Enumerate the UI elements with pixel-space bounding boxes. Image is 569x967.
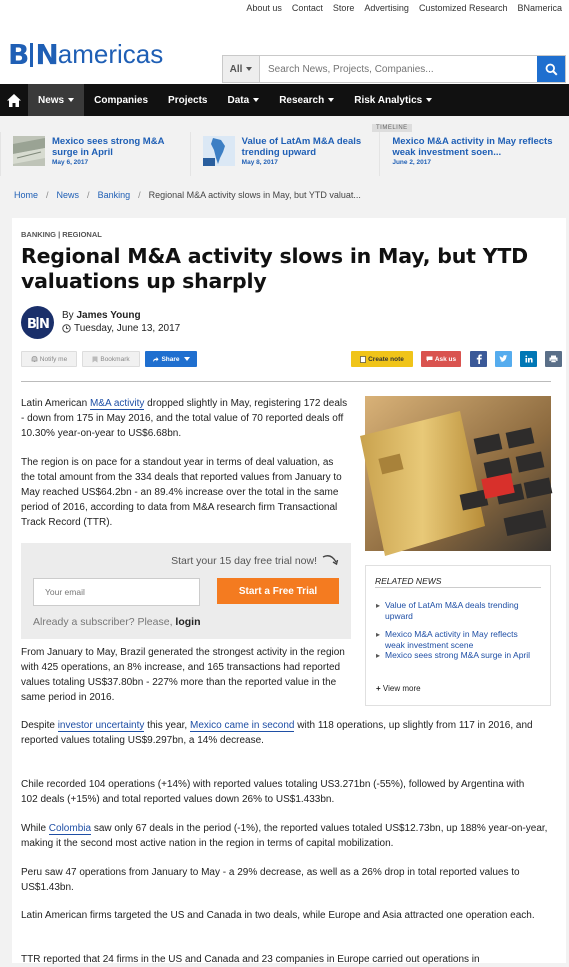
nav-risk-analytics[interactable]: Risk Analytics	[344, 84, 442, 116]
breadcrumb-home[interactable]: Home	[14, 190, 39, 200]
nav-research[interactable]: Research	[269, 84, 344, 116]
mexico-came-in-second-link[interactable]: Mexico came in second	[189, 720, 295, 731]
timeline-date: June 2, 2017	[392, 159, 432, 166]
create-note-button[interactable]: Create note	[351, 351, 413, 367]
twitter-icon	[499, 355, 508, 363]
breadcrumb-news[interactable]: News	[56, 190, 80, 200]
paragraph: Latin American firms targeted the US and Canada in two deals, while Europe and Asia attracted one operation each.	[21, 910, 535, 921]
related-news-heading: RELATED NEWS	[375, 576, 442, 586]
note-icon	[360, 356, 366, 363]
toolbar-divider	[21, 381, 551, 382]
paragraph: Peru saw 47 operations from January to May - a 29% decrease, as well as a 26% drop in total reported values to US$1.43bn.	[21, 867, 520, 893]
ask-us-button[interactable]: Ask us	[421, 351, 461, 367]
svg-text:N: N	[38, 316, 50, 332]
search-button[interactable]	[537, 56, 565, 82]
breadcrumb-banking[interactable]: Banking	[97, 190, 131, 200]
publish-date: Tuesday, June 13, 2017	[62, 323, 180, 334]
timeline-item[interactable]	[379, 132, 569, 176]
facebook-share-button[interactable]	[470, 351, 487, 367]
bnamericas-link[interactable]: BNamerica	[517, 3, 562, 13]
related-news-item[interactable]: ▸ Mexico sees strong M&A surge in April	[376, 650, 536, 661]
notify-me-button[interactable]: Notify me	[21, 351, 77, 367]
bookmark-icon	[92, 356, 98, 363]
site-header	[0, 16, 569, 84]
author-name[interactable]: James Young	[76, 310, 141, 321]
logo-wordmark: americas	[57, 39, 164, 69]
start-free-trial-button[interactable]: Start a Free Trial	[217, 578, 339, 604]
investor-uncertainty-link[interactable]: investor uncertainty	[57, 720, 145, 731]
linkedin-icon	[525, 355, 533, 363]
logo-mark: B N	[8, 38, 58, 71]
article-kicker: BANKING | REGIONAL	[21, 230, 102, 239]
byline: By James Young	[62, 310, 141, 321]
timeline-title: Value of LatAm M&A deals trending upward	[241, 136, 362, 158]
search-input[interactable]	[260, 56, 537, 82]
money-thumbnail	[13, 136, 45, 166]
timeline-date: May 6, 2017	[52, 159, 89, 166]
timeline-title: Mexico M&A activity in May reflects weak investment soen...	[392, 136, 553, 158]
breadcrumb: Home / News / Banking / Regional M&A activity slows in May, but YTD valuat...	[14, 190, 361, 200]
paragraph: Chile recorded 104 operations (+14%) with reported values totaling US3.271bn (-55%), followed by Argentina with 102 deals (+15%) and total reported values down 26% to US$1.433bn.	[21, 779, 525, 805]
search-scope-select[interactable]: All	[223, 56, 260, 82]
timeline-strip	[0, 116, 569, 180]
login-link[interactable]: login	[175, 616, 201, 628]
timeline-label: TIMELINE	[372, 124, 412, 132]
paragraph: While Colombia saw only 67 deals in the period (-1%), the reported values totaled US$12.73bn, up 188% year-on-year, making it the second most active nation in the region in terms of capital mobilization.	[21, 823, 548, 849]
contact-link[interactable]: Contact	[291, 3, 323, 13]
search-icon	[545, 63, 558, 76]
latam-map-thumbnail	[203, 136, 235, 166]
paragraph: Despite investor uncertainty this year, Mexico came in second with 118 operations, up slightly from 117 in 2016, and reported values totaling US$9.297bn, a 14% decrease.	[21, 720, 533, 746]
nav-projects[interactable]: Projects	[168, 94, 208, 106]
trial-email-input[interactable]: Your email	[33, 578, 200, 606]
facebook-icon	[476, 354, 482, 364]
article-toolbar	[21, 351, 551, 367]
timeline-item[interactable]	[190, 132, 380, 176]
svg-text:B: B	[26, 316, 37, 332]
about-us-link[interactable]: About us	[246, 3, 282, 13]
home-icon	[7, 94, 21, 107]
clock-icon	[62, 324, 71, 333]
colombia-link[interactable]: Colombia	[48, 823, 92, 834]
article-card	[12, 218, 566, 963]
linkedin-share-button[interactable]	[520, 351, 537, 367]
utility-bar	[0, 0, 569, 16]
paragraph: Latin American M&A activity dropped slightly in May, registering 172 deals - down from 175 in May 2016, and the total value of 70 reported deals off 10.30% year-on-year to US$6.68bn.	[21, 398, 348, 439]
chat-icon	[426, 356, 433, 362]
share-icon	[152, 356, 159, 363]
related-news-item[interactable]: ▸ Value of LatAm M&A deals trending upward	[376, 600, 536, 622]
credit-card-keyboard-image	[365, 396, 551, 551]
bookmark-button[interactable]: Bookmark	[82, 351, 140, 367]
print-icon	[549, 355, 558, 363]
customized-research-link[interactable]: Customized Research	[418, 3, 508, 13]
free-trial-box	[21, 543, 351, 639]
timeline-date: May 8, 2017	[241, 159, 278, 166]
nav-data[interactable]: Data	[218, 84, 270, 116]
view-more-link[interactable]: + View more	[376, 684, 421, 693]
ma-activity-link[interactable]: M&A activity	[89, 398, 145, 409]
bell-icon	[31, 356, 38, 363]
breadcrumb-current: Regional M&A activity slows in May, but YTD valuat...	[148, 190, 361, 200]
author-avatar	[21, 306, 54, 339]
timeline-item[interactable]	[0, 132, 190, 176]
print-button[interactable]	[545, 351, 562, 367]
advertising-link[interactable]: Advertising	[364, 3, 409, 13]
paragraph: The region is on pace for a standout year in terms of deal valuation, as the total amount from the 334 deals that reported values from January to May reached US$64.2bn - an 89.4% increase over the total in the same period of 2016, according to data from M&A research firm Transactional Track Record (TTR).	[21, 457, 342, 528]
curved-arrow-icon	[321, 553, 341, 567]
related-news-box	[365, 565, 551, 706]
main-nav	[0, 84, 569, 116]
trial-prompt: Start your 15 day free trial now!	[171, 555, 317, 567]
paragraph: TTR reported that 24 firms in the US and Canada and 23 companies in Europe carried out operations in	[21, 954, 480, 965]
home-button[interactable]	[0, 84, 28, 116]
timeline-title: Mexico sees strong M&A surge in April	[52, 136, 165, 158]
paragraph: From January to May, Brazil generated the strongest activity in the region with 425 operations, an 8% increase, and 165 transactions had reported values totaling US$37.80bn - 227% more than the reported value in the same period in 2016.	[21, 647, 345, 703]
nav-companies[interactable]: Companies	[94, 94, 149, 106]
related-news-item[interactable]: ▸ Mexico M&A activity in May reflects weak investment scene	[376, 629, 536, 640]
share-button[interactable]: Share	[145, 351, 197, 367]
article-headline: Regional M&A activity slows in May, but YTD valuations up sharply	[21, 244, 528, 293]
twitter-share-button[interactable]	[495, 351, 512, 367]
nav-news[interactable]: News	[28, 84, 84, 116]
subscriber-login-text: Already a subscriber? Please, login	[33, 616, 201, 628]
bnamericas-logo[interactable]	[8, 38, 163, 71]
store-link[interactable]: Store	[332, 3, 355, 13]
search-bar	[222, 55, 566, 83]
bn-logo-icon	[27, 316, 49, 330]
